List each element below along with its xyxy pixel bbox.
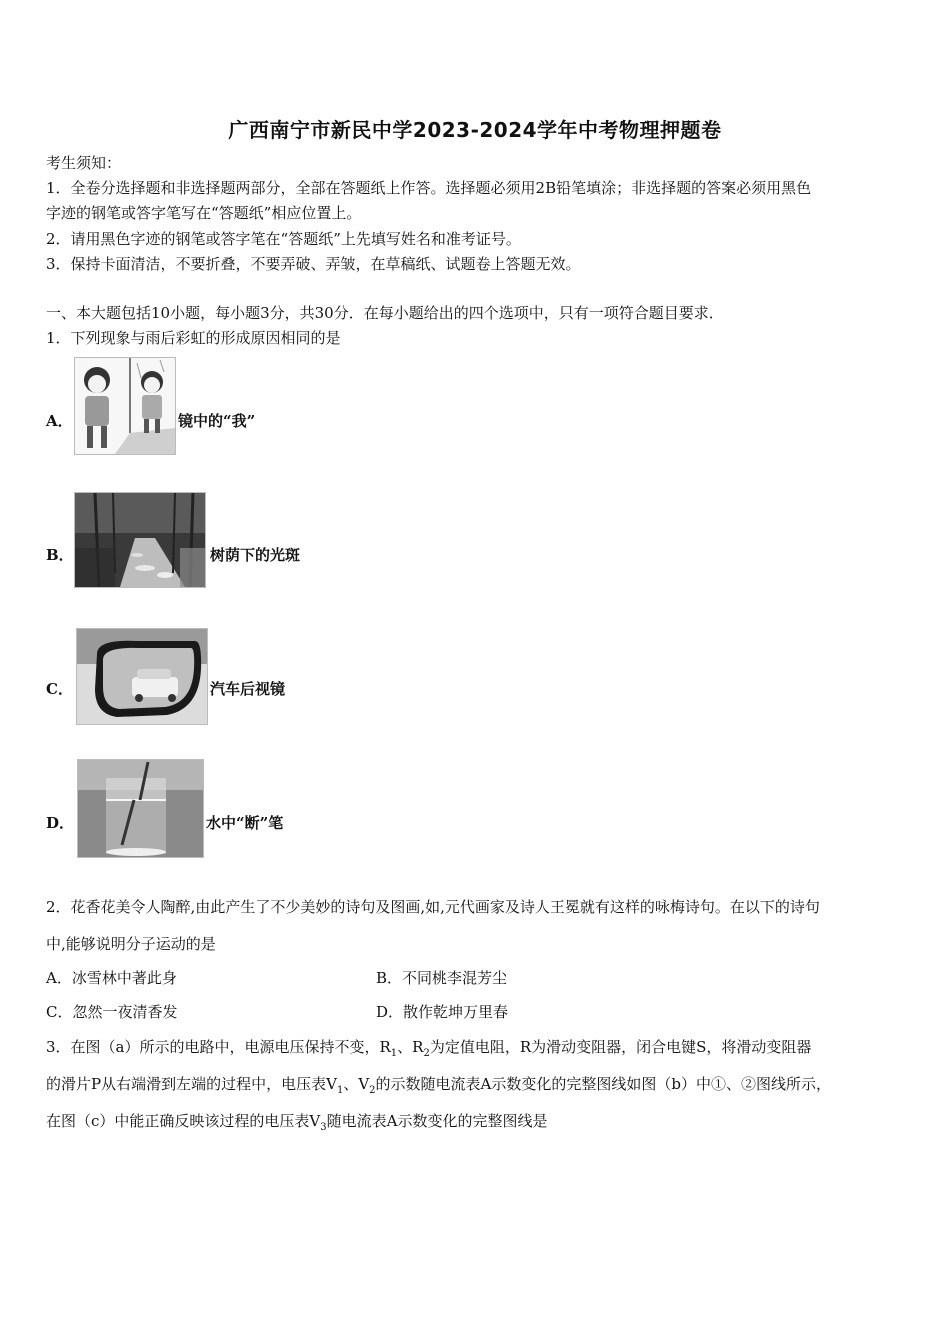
question-2-stem-cont: 中,能够说明分子运动的是 [46, 935, 216, 953]
notice-item-1: 1．全卷分选择题和非选择题两部分，全部在答题纸上作答。选择题必须用2B铅笔填涂；非选择题的答案必须用黑色 [46, 179, 812, 197]
question-3-line-2: 的滑片P从右端滑到左端的过程中，电压表$V_1$、$V_2$的示数随电流表A示数变化的完整图线如图（b）中①、②图线所示， [46, 1075, 831, 1096]
mirror-cartoon-image [74, 357, 176, 455]
q2-option-c: C．忽然一夜清香发 [46, 1003, 178, 1021]
q1-option-a-text: 镜中的“我” [178, 412, 256, 430]
q1-option-b-text: 树荫下的光斑 [210, 546, 301, 564]
notice-item-3: 3．保持卡面清洁，不要折叠，不要弄破、弄皱，在草稿纸、试题卷上答题无效。 [46, 255, 581, 273]
pencil-in-water-image [77, 759, 204, 858]
tree-shade-image [74, 492, 206, 588]
q1-option-b-label: B． [46, 546, 74, 564]
section-heading: 一、本大题包括10小题，每小题3分，共30分．在每小题给出的四个选项中，只有一项符合题目要求． [46, 304, 724, 322]
q2-option-a: A．冰雪林中著此身 [46, 969, 177, 987]
q1-option-c-label: C． [46, 680, 73, 698]
car-mirror-image [76, 628, 208, 725]
question-1-stem: 1．下列现象与雨后彩虹的形成原因相同的是 [46, 329, 341, 347]
q1-option-a-label: A． [46, 412, 73, 430]
page-title: 广西南宁市新民中学2023-2024学年中考物理押题卷 [228, 118, 722, 142]
question-3-line-1: 3．在图（a）所示的电路中，电源电压保持不变，$R_1$、$R_2$为定值电阻，R为滑动变阻器，闭合电键S，将滑动变阻器 [46, 1038, 812, 1059]
q2-option-d: D．散作乾坤万里春 [376, 1003, 509, 1021]
q1-option-c-text: 汽车后视镜 [210, 680, 286, 698]
notice-heading: 考生须知： [46, 154, 122, 172]
q1-option-d-text: 水中“断”笔 [206, 814, 284, 832]
question-2-stem: 2．花香花美令人陶醉,由此产生了不少美妙的诗句及图画,如,元代画家及诗人王冕就有这样的咏梅诗句。在以下的诗句 [46, 898, 820, 916]
q2-option-b: B．不同桃李混芳尘 [376, 969, 508, 987]
question-3-line-3: 在图（c）中能正确反映该过程的电压表$V_3$随电流表A示数变化的完整图线是 [46, 1112, 548, 1133]
notice-item-2: 2．请用黑色字迹的钢笔或答字笔在“答题纸”上先填写姓名和准考证号。 [46, 230, 521, 248]
q1-option-d-label: D． [46, 814, 75, 832]
notice-item-1-cont: 字迹的钢笔或答字笔写在“答题纸”相应位置上。 [46, 204, 362, 222]
